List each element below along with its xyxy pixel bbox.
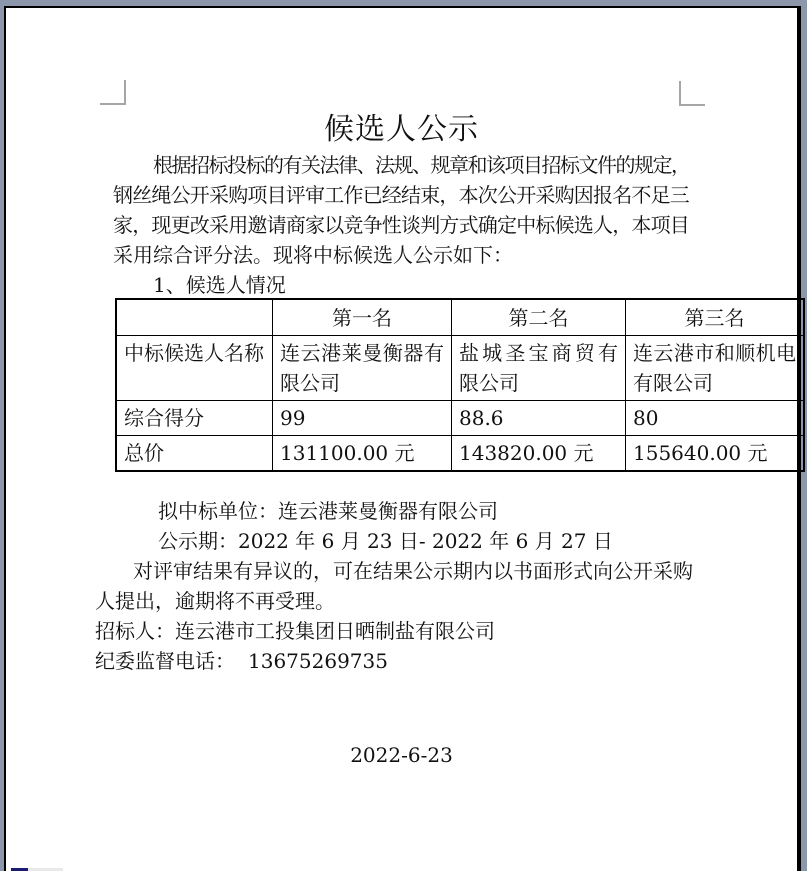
candidate-3-name: 连云港市和顺机电有限公司 xyxy=(626,336,805,401)
header-cell-third-place: 第三名 xyxy=(626,299,805,336)
document-title: 候选人公示 xyxy=(324,112,479,147)
candidate-3-price: 155640.00 元 xyxy=(626,436,805,472)
candidates-table xyxy=(115,298,805,472)
header-cell-second-place: 第二名 xyxy=(452,299,626,336)
table-header-row xyxy=(116,299,804,336)
phone-label: 纪委监督电话： xyxy=(95,649,235,673)
row-label-score: 综合得分 xyxy=(116,401,273,436)
bidder-line: 招标人：连云港市工投集团日晒制盐有限公司 xyxy=(95,619,495,643)
intro-line-3: 家，现更改采用邀请商家以竞争性谈判方式确定中标候选人，本项目 xyxy=(113,213,689,237)
row-label-candidate-name: 中标候选人名称 xyxy=(116,336,273,401)
candidate-2-score: 88.6 xyxy=(452,401,626,436)
table-row-scores xyxy=(116,401,804,436)
row-label-price: 总价 xyxy=(116,436,273,472)
intro-line-1: 根据招标投标的有关法律、法规、规章和该项目招标文件的规定， xyxy=(153,153,690,177)
header-cell-first-place: 第一名 xyxy=(273,299,452,336)
section-heading: 1、候选人情况 xyxy=(153,273,286,297)
supervision-phone-line xyxy=(95,650,388,672)
intro-line-2: 钢丝绳公开采购项目评审工作已经结束，本次公开采购因报名不足三 xyxy=(113,183,689,207)
publicity-period-line: 公示期：2022 年 6 月 23 日- 2022 年 6 月 27 日 xyxy=(158,529,613,553)
candidate-2-price: 143820.00 元 xyxy=(452,436,626,472)
objection-line-2: 人提出，逾期将不再受理。 xyxy=(95,589,335,613)
header-cell-blank xyxy=(116,299,273,336)
intro-line-4: 采用综合评分法。现将中标候选人公示如下： xyxy=(113,243,513,267)
publish-date: 2022-6-23 xyxy=(350,743,453,767)
margin-mark-top-right xyxy=(679,81,705,106)
phone-number: 13675269735 xyxy=(248,649,388,673)
candidate-1-price: 131100.00 元 xyxy=(273,436,452,472)
candidate-1-name: 连云港莱曼衡器有限公司 xyxy=(273,336,452,401)
winner-line: 拟中标单位：连云港莱曼衡器有限公司 xyxy=(158,499,498,523)
margin-mark-top-left xyxy=(100,80,126,105)
objection-line-1: 对评审结果有异议的，可在结果公示期内以书面形式向公开采购 xyxy=(133,559,693,583)
table-row-candidate-names xyxy=(116,336,804,401)
candidate-1-score: 99 xyxy=(273,401,452,436)
candidate-3-score: 80 xyxy=(626,401,805,436)
candidate-2-name: 盐城圣宝商贸有限公司 xyxy=(452,336,626,401)
table-row-prices xyxy=(116,436,804,472)
